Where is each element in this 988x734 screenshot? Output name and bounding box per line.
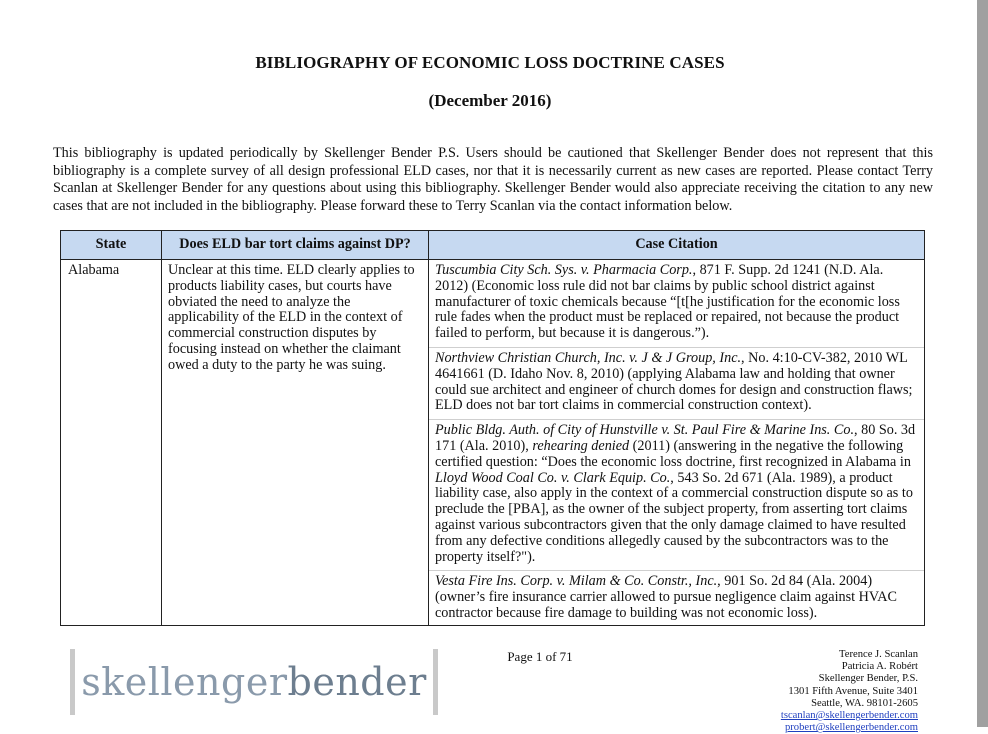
page-number: Page 1 of 71	[507, 649, 573, 664]
case-citation	[435, 263, 918, 342]
citation-text: (2011) (answering in the negative the following certified question: “Does the economic loss doctrine, first recognized in Alabama in	[435, 437, 911, 470]
header-citation: Case Citation	[429, 231, 925, 260]
viewer-scroll-edge	[977, 0, 988, 727]
document-date: (December 2016)	[428, 91, 552, 110]
citation-italic: rehearing denied	[532, 437, 630, 454]
case-name: Tuscumbia City Sch. Sys. v. Pharmacia Corp.	[435, 262, 693, 278]
contact-city: Seattle, WA. 98101-2605	[811, 697, 918, 709]
case-name: Vesta Fire Ins. Corp. v. Milam & Co. Constr., Inc.	[435, 573, 718, 590]
citation-text: , No. 4:10-CV-382, 2010 WL 4641661 (D. Idaho Nov. 8, 2010) (applying Alabama law and holding that owner could sue architect and engineer of church domes for design and construction flaws; ELD does not bar tort claims in commercial construction context).	[435, 349, 913, 414]
case-name: Public Bldg. Auth. of City of Hunstville v. St. Paul Fire & Marine Ins. Co.	[435, 422, 855, 439]
contact-name-1: Terence J. Scanlan	[839, 649, 918, 660]
contact-name-2: Patricia A. Robért	[841, 661, 918, 673]
header-state: State	[61, 231, 162, 260]
citation-text: , 901 So. 2d 84 (Ala. 2004) (owner’s fire insurance carrier allowed to pursue negligence claim against HVAC contractor because fire damage to building was not economic loss).	[435, 573, 897, 621]
citation-text: , 80 So. 3d 171 (Ala. 2010),	[435, 422, 916, 454]
citation-text: , 543 So. 2d 671 (Ala. 1989), a product liability case, also apply in the context of a commercial construction dispute so as to preclude the [PBA], as the owner of the subject property, from asserting tort claims against various subcontractors given that the only damage claimed to have resulted from any defective conditions allegedly caused by the subcontractors was to the property itself?").	[435, 469, 913, 565]
intro-paragraph: This bibliography is updated periodically by Skellenger Bender P.S. Users should be cautioned that Skellenger Bender does not represent that this bibliography is a complete survey of all design professional ELD cases, nor that it is necessarily current as new cases are reported. Please contact Terry Scanlan at Skellenger Bender for any questions about using this bibliography. Skellenger Bender would also appreciate receiving the citation to any new cases that are not included in the bibliography. Please forward these to Terry Scanlan via the contact information below.	[53, 145, 933, 214]
citation-divider	[429, 570, 924, 571]
email-link-scanlan[interactable]: tscanlan@skellengerbender.com	[780, 710, 918, 722]
answer-cell: Unclear at this time. ELD clearly applies to products liability cases, but courts have obviated the need to analyze the applicability of the ELD in the context of commercial construction disputes by focusing instead on whether the claimant owed a duty to the party he was suing.	[162, 260, 429, 626]
document-title: BIBLIOGRAPHY OF ECONOMIC LOSS DOCTRINE CASES	[255, 53, 725, 72]
contact-firm: Skellenger Bender, P.S.	[818, 673, 918, 685]
header-question: Does ELD bar tort claims against DP?	[162, 231, 429, 260]
contact-street: 1301 Fifth Avenue, Suite 3401	[788, 685, 918, 697]
email-link-robert[interactable]: probert@skellengerbender.com	[784, 722, 918, 734]
citation-cell	[429, 260, 925, 626]
case-name: Northview Christian Church, Inc. v. J & J Group, Inc.	[435, 349, 742, 366]
case-citation	[435, 574, 918, 621]
state-cell: Alabama	[61, 260, 162, 626]
citation-divider	[429, 419, 924, 420]
contact-block	[781, 649, 918, 734]
firm-logo	[70, 649, 438, 715]
logo-text-skellenger: skellenger	[81, 660, 288, 704]
table-row	[61, 260, 925, 626]
case-table	[60, 230, 925, 626]
logo-text-bender: bender	[287, 660, 427, 704]
case-citation	[435, 351, 918, 414]
case-name: Lloyd Wood Coal Co. v. Clark Equip. Co.	[435, 469, 671, 486]
citation-text: , 871 F. Supp. 2d 1241 (N.D. Ala. 2012) (Economic loss rule did not bar claims by public school district against manufacturer of toxic chemicals because “[t[he justification for the economic loss rule fades when the product must be replaced or repaired, not because the product failed to perform, but because it is dangerous.”).	[435, 262, 900, 342]
case-citation	[435, 423, 918, 565]
table-header-row	[61, 231, 925, 260]
citation-divider	[429, 347, 924, 348]
